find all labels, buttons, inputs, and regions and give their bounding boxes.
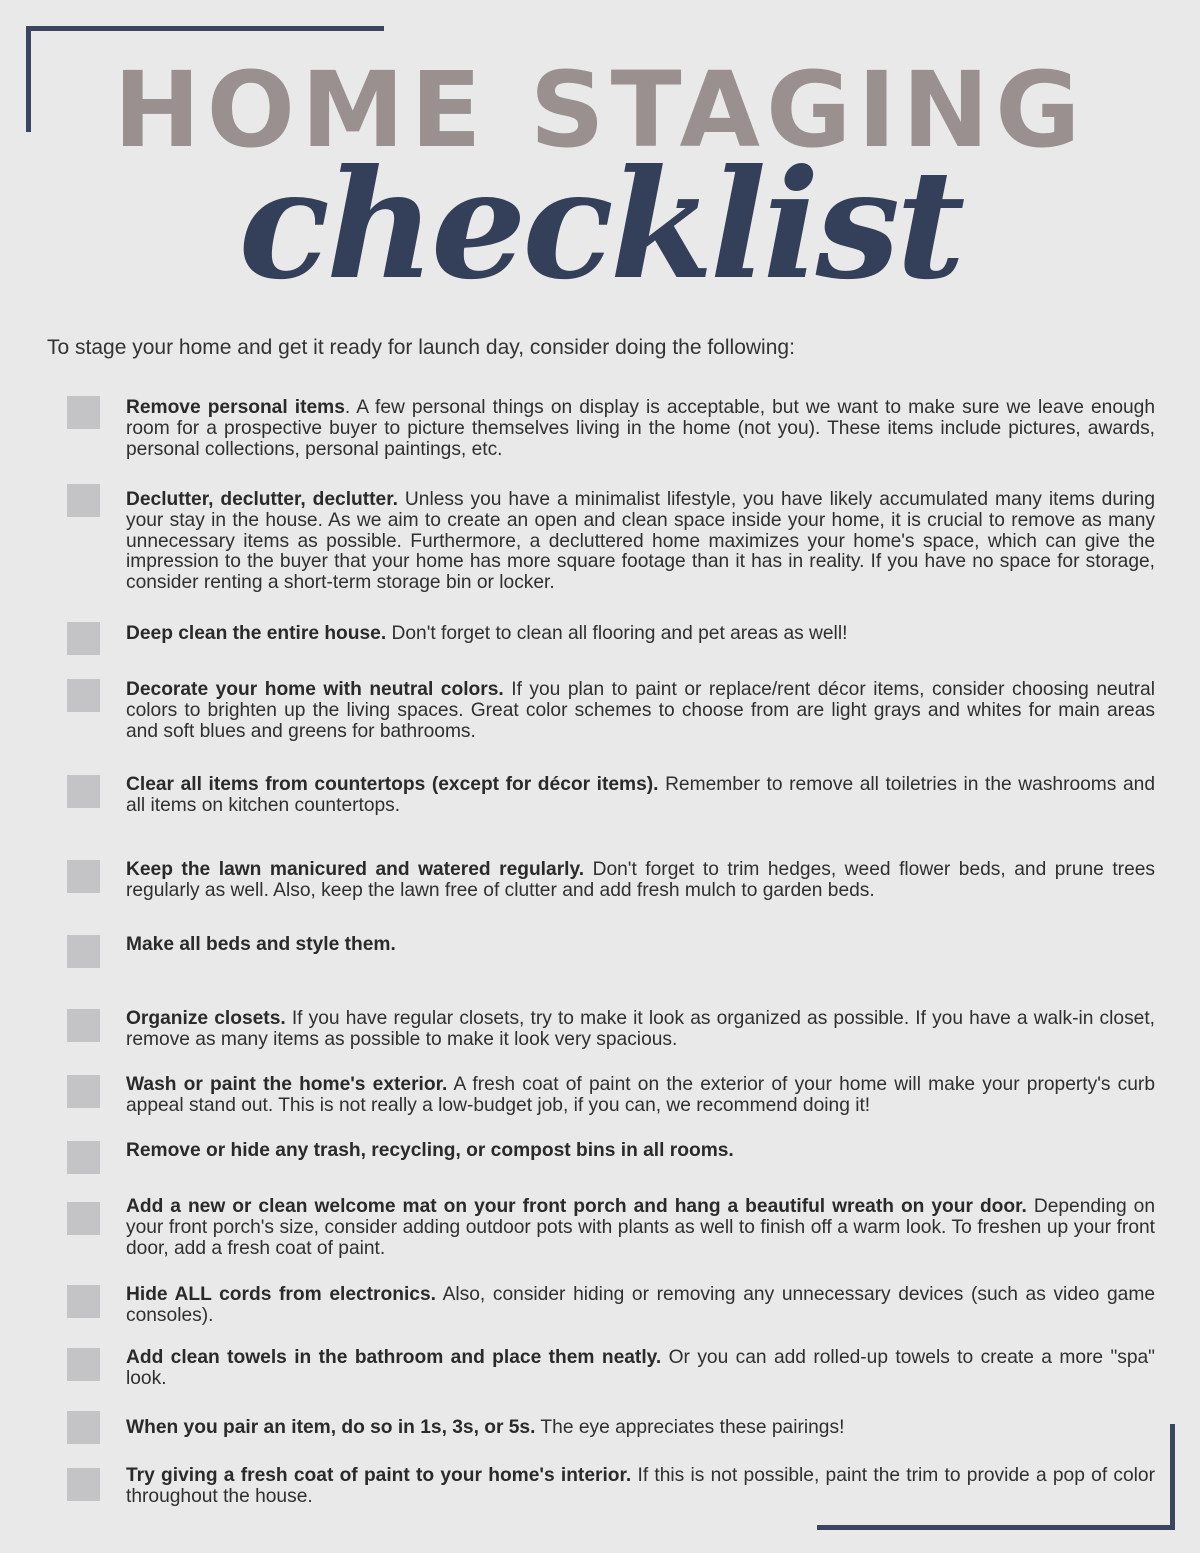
item-description: Don't forget to clean all flooring and pet areas as well!	[386, 623, 848, 644]
checkbox[interactable]	[67, 1285, 100, 1318]
item-title: Try giving a fresh coat of paint to your home's interior.	[126, 1465, 632, 1486]
corner-frame-top-left-horizontal	[26, 26, 384, 31]
item-title: Make all beds and style them.	[126, 934, 396, 955]
corner-frame-bottom-right-horizontal	[817, 1525, 1175, 1530]
item-text	[126, 935, 1155, 956]
item-text	[126, 680, 1155, 742]
checkbox[interactable]	[67, 484, 100, 517]
title-main: HOME STAGING	[113, 49, 1087, 171]
item-text	[126, 1348, 1155, 1390]
checkbox[interactable]	[67, 1202, 100, 1235]
item-text	[126, 1141, 1155, 1162]
item-text	[126, 860, 1155, 902]
item-text	[126, 1197, 1155, 1259]
item-text	[126, 398, 1155, 460]
item-description: Unless you have a minimalist lifestyle, you have likely accumulated many items during your stay in the house. As we aim to create an open and clean space inside your home, it is crucial to remove as many unnecessary items as possible. Furthermore, a decluttered home maximizes your home's space, which can give the impression to the buyer that your home has more square footage than it has in reality. If you have no space for storage, consider renting a short-term storage bin or locker.	[126, 489, 1155, 594]
item-description: Or you can add rolled-up towels to create a more "spa" look.	[126, 1347, 1155, 1389]
checkbox[interactable]	[67, 396, 100, 429]
item-description: The eye appreciates these pairings!	[535, 1417, 845, 1438]
corner-frame-bottom-right-vertical	[1170, 1424, 1175, 1530]
checkbox[interactable]	[67, 775, 100, 808]
item-title: Deep clean the entire house.	[126, 623, 387, 644]
checkbox[interactable]	[67, 1141, 100, 1174]
item-title: Hide ALL cords from electronics.	[126, 1284, 436, 1305]
item-title: Add a new or clean welcome mat on your front porch and hang a beautiful wreath on your door.	[126, 1196, 1027, 1217]
item-description: Remember to remove all toiletries in the washrooms and all items on kitchen countertops.	[126, 774, 1155, 816]
item-text	[126, 775, 1155, 817]
item-description: A fresh coat of paint on the exterior of your home will make your property's curb appeal stand out. This is not really a low-budget job, if you can, we recommend doing it!	[126, 1074, 1155, 1116]
item-text	[126, 1009, 1155, 1051]
item-description: . A few personal things on display is acceptable, but we want to make sure we leave enough room for a prospective buyer to picture themselves living in the home (not you). These items include pictures, awards, personal collections, personal paintings, etc.	[126, 397, 1155, 460]
item-title: When you pair an item, do so in 1s, 3s, or 5s.	[126, 1417, 536, 1438]
checkbox[interactable]	[67, 679, 100, 712]
item-text	[126, 490, 1155, 594]
checkbox[interactable]	[67, 860, 100, 893]
item-text	[126, 1075, 1155, 1117]
item-text	[126, 1418, 1155, 1439]
item-title: Clear all items from countertops (except for décor items).	[126, 774, 659, 795]
item-title: Organize closets.	[126, 1008, 286, 1029]
item-title: Add clean towels in the bathroom and place them neatly.	[126, 1347, 662, 1368]
item-title: Wash or paint the home's exterior.	[126, 1074, 448, 1095]
item-description: If you plan to paint or replace/rent décor items, consider choosing neutral colors to brighten up the living spaces. Great color schemes to choose from are light grays and whites for main areas and soft blues and greens for bathrooms.	[126, 679, 1155, 742]
item-text	[126, 624, 1155, 645]
title-script: checklist	[238, 137, 962, 313]
item-title: Decorate your home with neutral colors.	[126, 679, 504, 700]
checkbox[interactable]	[67, 1411, 100, 1444]
item-description: Don't forget to trim hedges, weed flower beds, and prune trees regularly as well. Also, keep the lawn free of clutter and add fresh mulch to garden beds.	[126, 859, 1156, 901]
item-title: Declutter, declutter, declutter.	[126, 489, 398, 510]
item-description: If you have regular closets, try to make it look as organized as possible. If you have a walk-in closet, remove as many items as possible to make it look very spacious.	[126, 1008, 1156, 1050]
checkbox[interactable]	[67, 1468, 100, 1501]
item-title: Keep the lawn manicured and watered regularly.	[126, 859, 585, 880]
item-description: Depending on your front porch's size, consider adding outdoor pots with plants as well to finish off a warm look. To freshen up your front door, add a fresh coat of paint.	[126, 1196, 1155, 1259]
item-text	[126, 1466, 1155, 1508]
checkbox[interactable]	[67, 1348, 100, 1381]
checkbox[interactable]	[67, 1075, 100, 1108]
item-title: Remove or hide any trash, recycling, or compost bins in all rooms.	[126, 1140, 734, 1161]
item-title: Remove personal items	[126, 397, 345, 418]
item-description: If this is not possible, paint the trim to provide a pop of color throughout the house.	[126, 1465, 1155, 1507]
checkbox[interactable]	[67, 935, 100, 968]
item-description: Also, consider hiding or removing any unnecessary devices (such as video game consoles).	[126, 1284, 1155, 1326]
checkbox[interactable]	[67, 1009, 100, 1042]
item-text	[126, 1285, 1155, 1327]
intro-text: To stage your home and get it ready for launch day, consider doing the following:	[47, 336, 795, 359]
checkbox[interactable]	[67, 622, 100, 655]
